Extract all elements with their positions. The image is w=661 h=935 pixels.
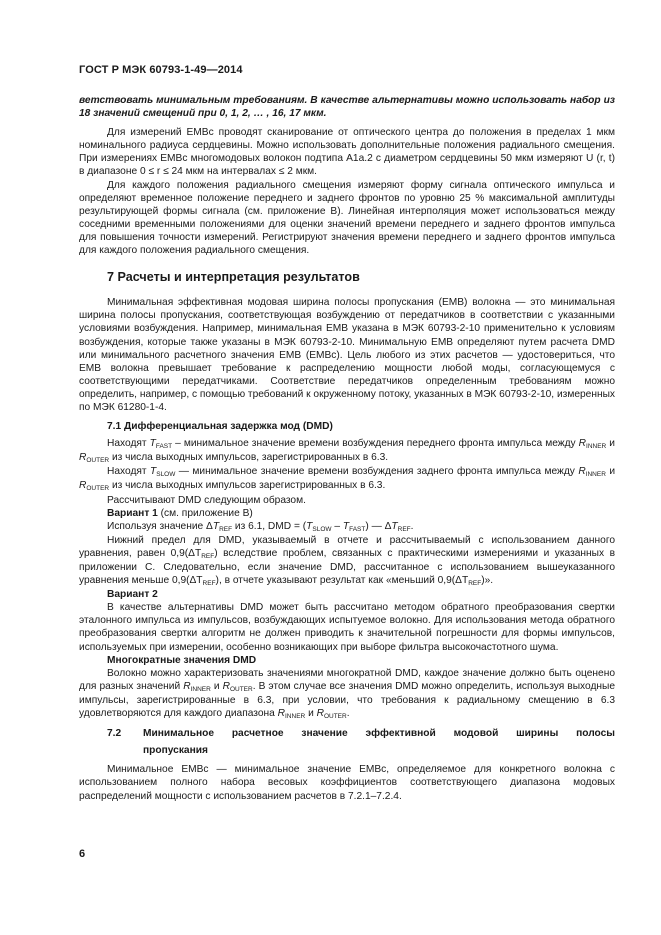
paragraph-calc-dmd: Рассчитывают DMD следующим образом. [107,494,306,506]
paragraph-scan: Для измерений EMBc проводят сканирование от оптического центра до положения в пределах 1 мкм номинального радиуса сердцевины. Можно использовать дополнительные положения радиального смещения. При измерениях EMBc многомодовых волокон подтипа А1а.2 с диаметром сердцевины 50 мкм измеряют U (r, t) в диапазоне 0 ≤ r ≤ 24 мкм на интервалах ≤ 2 мкм. [79,127,615,178]
paragraph-emb: Минимальная эффективная модовая ширина полосы пропускания (EMB) волокна — это минимальная ширина полосы пропускания, соответствующая возбуждению от передатчиков в соответствии с указанными условиями возбуждения. Например, минимальная EMB указана в МЭК 60793-2-10 применительно к условиям возбуждения, которые также указаны в МЭК 60793-2-10. Минимальную EMB определяют путем расчета DMD или минимального расчетного значения EMB (EMBc). Цель любого из этих расчетов — удостовериться, что EMB волокна превышает требование к распределению мощности любой моды, согласующемуся с соответствующими передатчиками. Соответствие передатчиков определенным требованиям можно определить, например, с помощью требований к окруженному потоку, указанных в МЭК 60793-2-10, измеренных по МЭК 61280-1-4. [79,297,615,413]
section-7-2-title [107,727,615,740]
section-7-2-number: 7.2 [107,728,122,740]
paragraph-deconvolution: В качестве альтернативы DMD может быть рассчитано методом обратного преобразования свертки эталонного импульса из импульсов, возбуждающих испытуемое волокно. Для использования метода обратного преобразования свертки алгоритм не должен приводить к значительной погрешности для формы импульсов, используемых при измерении, особенно возникающих при выборе фильтра высокочастотного шума. [79,602,615,653]
section-7-title: 7 Расчеты и интерпретация результатов [107,270,360,285]
paragraph-multiple-dmd: Волокно можно характеризовать значениями многократной DMD, каждое значение должно быть оценено для разных значений $R_{INNER}$ и $R_{OUTER}$. В этом случае все значения DMD можно определить, используя выходные импульсы, зарегистрированные в 6.3, при условии, что требования к радиальному смещению в 6.3 удовлетворяются для каждого диапазона $R_{INNER}$ и $R_{OUTER}$. [79,667,616,721]
multiple-dmd-heading: Многократные значения DMD [107,654,257,666]
page-body [79,94,615,803]
variant-2-heading: Вариант 2 [107,589,158,601]
section-7-1-title: 7.1 Дифференциальная задержка мод (DMD) [107,421,333,433]
section-7-2-title-line1: Минимальное расчетное значение эффективной модовой ширины полосы [143,728,615,740]
variant-1-heading: Вариант 1 (см. приложение В) [107,507,253,519]
section-7-2-title-line2: пропускания [143,745,208,757]
paragraph-t-fast: Находят $T_{FAST}$ – минимальное значение времени возбуждения переднего фронта импульса между $R_{INNER}$ и $R_{OUTER}$ из числа выходных импульсов, зарегистрированных в 6.3. [79,438,615,465]
paragraph-min-embc: Минимальное EMBc — минимальное значение EMBc, определяемое для конкретного волокна с использованием полного набора весовых коэффициентов соответствующего диапазона модовых распределений мощности с использованием расчетов в 7.2.1–7.2.4. [79,764,615,802]
paragraph-dmd-formula: Используя значение $\Delta T_{REF}$ из 6.1, DMD = $(T_{SLOW} - T_{FAST})$ — $\Delta T_{REF}$. [107,520,414,533]
paragraph-pulse-shape: Для каждого положения радиального смещения измеряют форму сигнала оптического импульса и определяют временное положение переднего и заднего фронтов по уровню 25 % максимальной амплитуды результирующей формы сигнала (см. приложение В). Линейная интерполяция может использоваться между соседними временными положениями для оценки значений времени переднего и заднего фронтов импульса для повышения точности измерений. Регистрируют значения времени переднего и заднего фронтов импульса для каждого положения радиального смещения. [79,179,615,257]
intro-italic: ветствовать минимальным требованиям. В качестве альтернативы можно использовать набор из 18 значений смещений при 0, 1, 2, … , 16, 17 мкм. [79,95,615,120]
page-number: 6 [79,848,86,860]
paragraph-t-slow: Находят $T_{SLOW}$ — минимальное значение времени возбуждения заднего фронта импульса между $R_{INNER}$ и $R_{OUTER}$ из числа выходных импульсов зарегистрированных в 6.3. [79,466,616,493]
paragraph-lower-limit: Нижний предел для DMD, указываемый в отчете и рассчитываемый с использованием данного уравнения, равен $0,9(\Delta T_{REF})$ вследствие проблем, связанных с практическими измерениями и указанных в приложении С. Следовательно, если значение DMD, рассчитанное с использованием вышеуказанного уравнения меньше $0,9(\Delta T_{REF})$, в отчете указывают результат как «меньший $0,9(\Delta T_{REF})$». [79,534,615,588]
document-header: ГОСТ Р МЭК 60793-1-49—2014 [79,64,243,76]
